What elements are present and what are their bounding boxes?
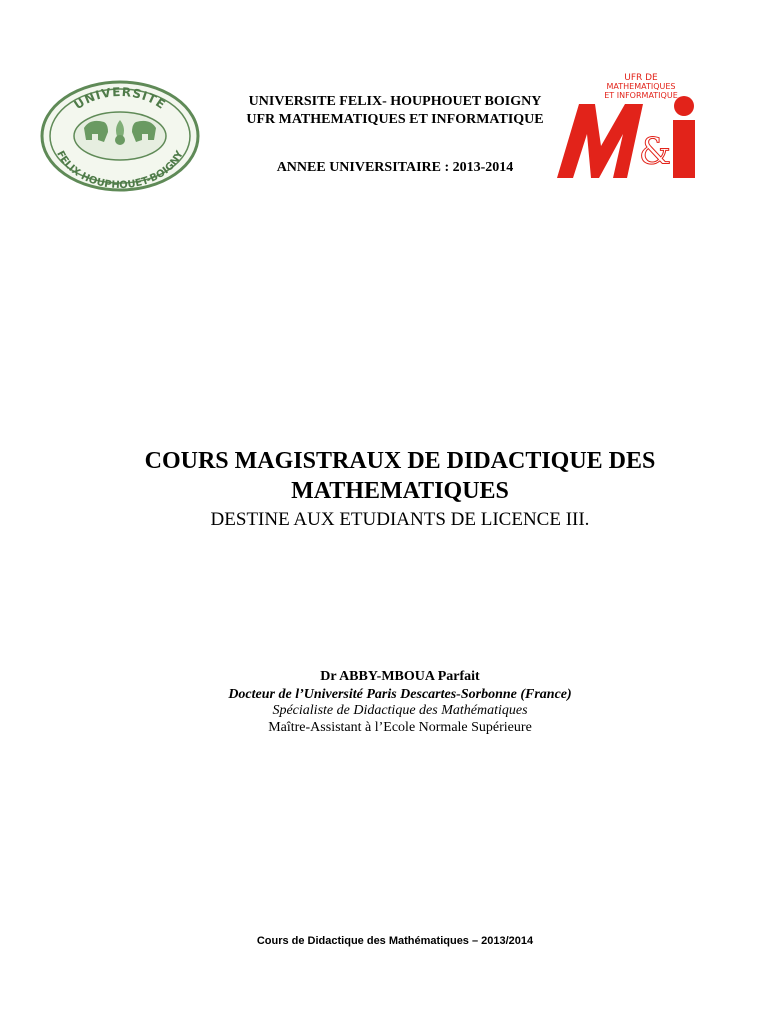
seal-top-text: UNIVERSITE <box>71 84 169 113</box>
course-subtitle: DESTINE AUX ETUDIANTS DE LICENCE III. <box>210 509 590 530</box>
page-footer: Cours de Didactique des Mathématiques – 2013/2014 <box>256 935 534 947</box>
course-title-line1: COURS MAGISTRAUX DE DIDACTIQUE DES <box>144 448 656 474</box>
academic-year: ANNEE UNIVERSITAIRE : 2013-2014 <box>276 160 514 175</box>
university-name: UNIVERSITE FELIX- HOUPHOUET BOIGNY <box>248 94 542 109</box>
faculty-name: UFR MATHEMATIQUES ET INFORMATIQUE <box>246 112 544 127</box>
ufr-line3: ET INFORMATIQUE <box>604 91 678 100</box>
author-degree: Docteur de l’Université Paris Descartes-Sorbonne (France) <box>228 687 572 702</box>
author-position: Maître-Assistant à l’Ecole Normale Supérieure <box>268 720 532 735</box>
ufr-mi-logo <box>555 70 700 180</box>
ufr-line1: UFR DE <box>624 73 658 83</box>
seal-bottom-text: FELIX HOUPHOUET-BOIGNY <box>54 149 186 192</box>
ufr-line2: MATHEMATIQUES <box>606 82 676 91</box>
ampersand-mark: & <box>638 132 672 173</box>
author-specialty: Spécialiste de Didactique des Mathématiques <box>272 703 528 718</box>
university-seal-logo <box>40 80 200 192</box>
author-name: Dr ABBY-MBOUA Parfait <box>320 669 480 684</box>
course-title-line2: MATHEMATIQUES <box>291 478 509 504</box>
